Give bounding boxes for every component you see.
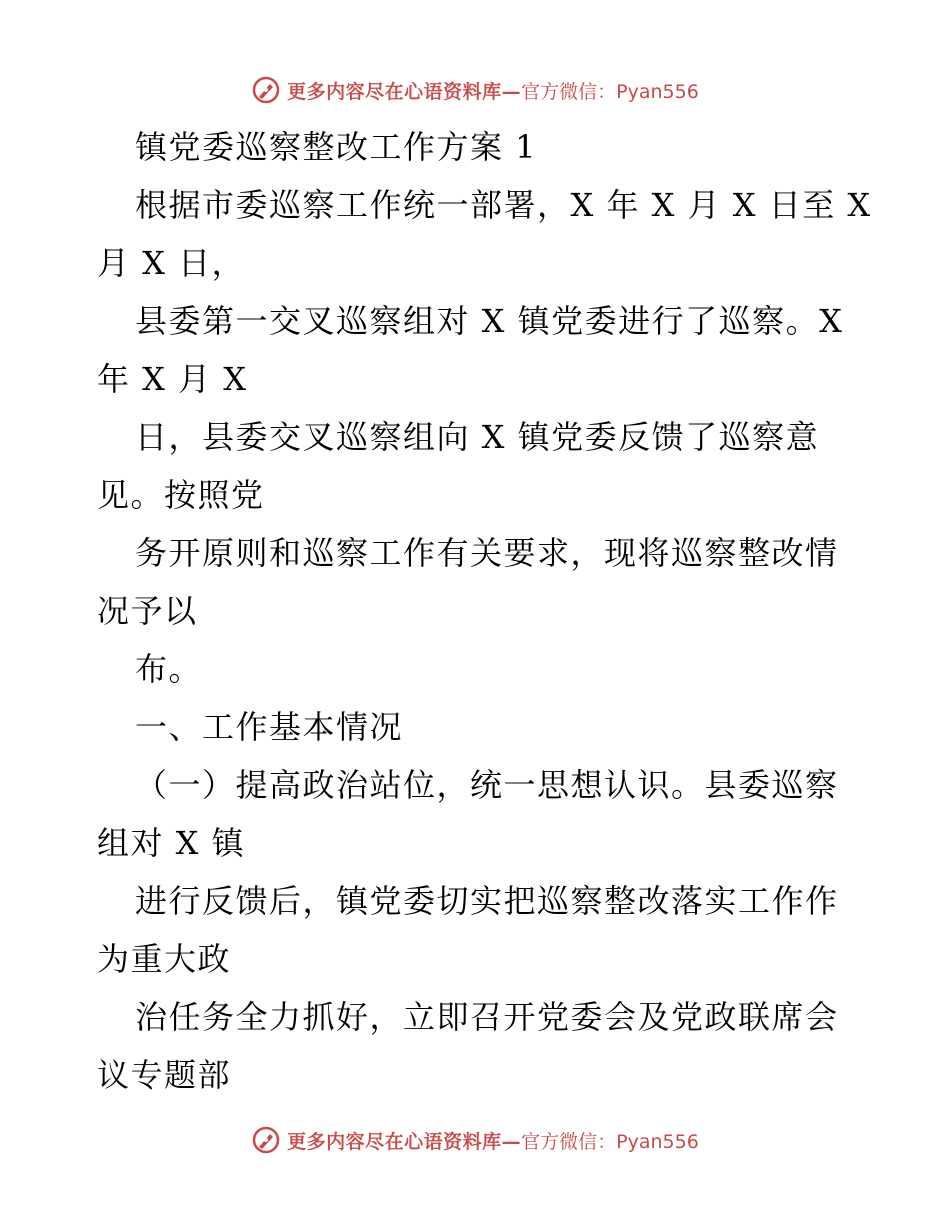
pen-nib-logo-icon <box>251 1125 281 1155</box>
text-line: 一、工作基本情况 <box>135 708 404 746</box>
text-line: 组对 X 镇 <box>97 824 246 862</box>
watermark-contact: 官方微信：Pyan556 <box>521 1130 699 1153</box>
text-line: 县委第一交叉巡察组对 X 镇党委进行了巡察。X <box>135 302 844 340</box>
watermark-contact: 官方微信：Pyan556 <box>521 80 699 103</box>
watermark-slogan: 更多内容尽在心语资料库— <box>287 80 522 103</box>
text-line: 进行反馈后，镇党委切实把巡察整改落实工作作 <box>135 882 839 920</box>
text-line: 布。 <box>135 650 203 688</box>
text-line: 况予以 <box>97 592 198 630</box>
watermark-slogan: 更多内容尽在心语资料库— <box>287 1130 522 1153</box>
text-line: 议专题部 <box>97 1056 232 1094</box>
pen-nib-logo-icon <box>251 75 281 105</box>
text-line: （一）提高政治站位，统一思想认识。县委巡察 <box>135 766 839 804</box>
footer-watermark-banner <box>0 1120 950 1160</box>
text-line: 月 X 日， <box>97 244 246 282</box>
text-line: 年 X 月 X <box>97 360 248 398</box>
text-line: 镇党委巡察整改工作方案 1 <box>135 128 538 166</box>
text-line: 见。按照党 <box>97 476 265 514</box>
text-line: 务开原则和巡察工作有关要求，现将巡察整改情 <box>135 534 839 572</box>
text-line: 日，县委交叉巡察组向 X 镇党委反馈了巡察意 <box>135 418 820 456</box>
document-body <box>97 118 877 1104</box>
text-line: 根据市委巡察工作统一部署，X 年 X 月 X 日至 X <box>135 186 872 224</box>
text-line: 为重大政 <box>97 940 232 978</box>
header-watermark-banner <box>0 70 950 110</box>
text-line: 治任务全力抓好，立即召开党委会及党政联席会 <box>135 998 839 1036</box>
